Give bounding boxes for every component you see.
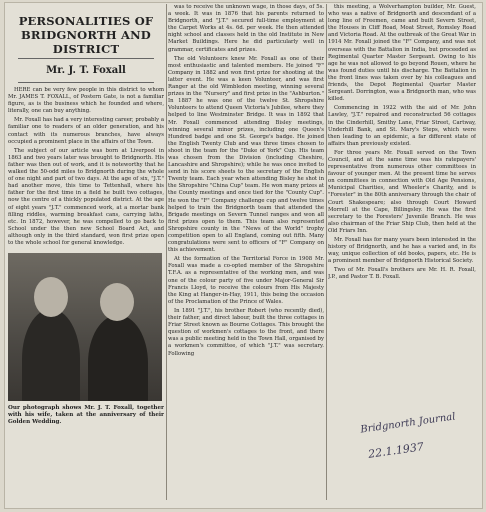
paragraph: Two of Mr. Foxall's brothers are Mr. H. R. Foxall, J.P., and Pastor T. B. Foxall.	[328, 267, 476, 281]
divider	[18, 58, 154, 59]
headline-line-2: BRIDGNORTH AND DISTRICT	[21, 28, 151, 56]
paragraph: Mr. Foxall has for many years been interested in the history of Bridgnorth, and he has a varied and, in its way, unique collection of old books, papers, etc. He is a prominent member of Bridgnorth Historical Society.	[328, 237, 476, 265]
paragraph: In 1891 "J.T.", his brother Robert (who recently died), their father, and direct labour, built the three cottages in Friar Street known as Bourne Cottages. This brought the question of workmen's cottages to the front, and there was a public meeting held in the Town Hall, organised by a workmen's committee, of which "J.T." was secretary. Following	[168, 307, 324, 357]
column-rule	[326, 4, 327, 500]
golden-wedding-photo	[8, 253, 162, 401]
handwritten-date: 22.1.1937	[367, 440, 425, 461]
paragraph: The old Volunteers knew Mr. Foxall as one of their most enthusiastic and talented members. He joined "F" Company in 1882 and won first prize for shooting at the latter event. He was a keen Volunteer, and was first Ranger at the old Wimbledon meeting, winning several prizes in the "Nursery" and first prize in the "Ashburton." In 1887 he was one of the twelve St. Shropshire Volunteers to attend Queen Victoria's Jubilee, where they helped to line Westminster Bridge. It was in 1892 that Mr. Foxall commenced attending Bisley meetings, winning several minor prizes, including one Queen's Hundred badge and one St. George's badge. He joined the English Twenty Club and was three times chosen to shoot in the team for the "Duke of York" Cup. His team was chosen from the Division (including Cheshire, Lancashire and Shropshire); while he was once invited to send in his score sheets to the secretary of the English Twenty team. Each year when attending Bisley he shot in the Shropshire "China Cup" team. He won many prizes at the County meetings and once tied for the "County Cup". He won the "F" Company challenge cup and twelve times helped to train the Bridgnorth team that attended the Brigade meetings on Severn Tunnel ranges and won all first prizes open to them. This team also represented Shropshire county in the "News of the World" trophy competition open to all England, coming out fifth. Many congratulations were sent to officers of "F" Company on this achievement.	[168, 55, 324, 254]
paragraph: HERE can be very few people in this district to whom Mr. JAMES T. FOXALL, of Postern Gate, is not a familiar figure, as is the business which he founded and where, literally, one can buy anything.	[8, 87, 164, 115]
paragraph: At the formation of the Territorial Force in 1908 Mr. Foxall was made a co-opted member of the Shropshire T.F.A. as a representative of the working men, and was one of the colour party of five under Major-General Sir Francis Lloyd, to receive the colours from His Majesty the King at Hanger-in-Hay, 1911, this being the occasion of the Proclamation of the Prince of Wales.	[168, 256, 324, 305]
headline	[8, 14, 164, 56]
column-1	[8, 4, 164, 502]
photo-caption: Our photograph shows Mr. J. T. Foxall, together with his wife, taken at the anniversary of their Golden Wedding.	[8, 405, 164, 426]
column-rule	[166, 4, 167, 500]
paragraph: The subject of our article was born at Liverpool in 1863 and two years later was brought to Bridgnorth. His father was then out of work, and it is noteworthy that he walked the 50-odd miles to Bridgnorth during the whole of one night and part of two days. At the age of six, "J.T." had another move, this time to Tettenhall, where his father for the first time in a field he built two cottages, now the centre of a thickly populated district. At the age of eight years "J.T." commenced work, at a mortar bank filling riddles, warming breakfast cans, carrying laths, etc. In 1872, however, he was compelled to go back to School under the then new School Board Act, and although only in the third standard, won first prize open to the whole school for general knowledge.	[8, 147, 164, 246]
divider	[18, 82, 154, 83]
woman-figure	[88, 315, 148, 401]
man-figure	[22, 309, 80, 401]
byline: Mr. J. T. Foxall	[46, 65, 126, 76]
headline-line-1: PERSONALITIES OF	[18, 14, 154, 28]
paragraph: Commencing in 1922 with the aid of Mr. John Lawley, "J.T." repaired and reconstructed 56 cottages in the Cinderhill, Smithy Lane, Friar Street, Cartway, Underhill Bank, and St. Mary's Steps, which were then leading to an epidemic, a far different state of affairs than previously existed.	[328, 105, 476, 147]
paragraph: Mr. Foxall has had a very interesting career, probably a familiar one to readers of an older generation, and his contact with its numerous branches, have always occupied a prominent place in the affairs of the Town.	[8, 117, 164, 145]
paragraph: was to receive the unknown wage, in those days, of 5s. a week. It was in 1876 that his parents returned to Bridgnorth, and "J.T." secured full-time employment at the Carpet Works at 4s. 6d. per week. He then attended night school and classes held in the old Institute in New Market Buildings. Here he did particularly well in grammar, certificates and prizes.	[168, 4, 324, 53]
man-face	[34, 277, 68, 317]
woman-face	[100, 283, 134, 321]
paragraph: For three years Mr. Foxall served on the Town Council, and at the same time was his ratepayers' representative from numerous other committees in favour of younger men. At the present time he serves on committees in connection with Old Age Pensions, Municipal Charities, and Wheeler's Charity, and is "Forester" in the 80th anniversary through the chair of Court Shakespeare; also through Court Howard Morrell at the Cape, Billingsley. He was the first secretary to the Foresters' Juvenile Branch. He was also chairman of the Friar Ship Club, then held at the Old Friars Inn.	[328, 149, 476, 234]
column-2	[168, 4, 324, 502]
paragraph: this meeting, a Wolverhampton builder, Mr. Guest, who was a native of Bridgnorth and descendant of a long line of Freemen, came and built Severn Street, the Houses in Cliff Road, Moat Street, Romsley Road and Victoria Road. At the outbreak of the Great War in 1914 Mr. Foxall joined the "F" Company, and was not overseas with the Battalion in India, but proceeded as Regimental Quarter Master Sergeant. Owing to his age he was not allowed to go beyond Rouen, where he was found duties until his discharge. The Battalion in the front lines was taken over by his colleagues and friends, the Depot Regimental Quarter Master Sergeant. Dorrington, was a Bridgnorth man, who was killed.	[328, 4, 476, 103]
handwritten-source: Bridgnorth Journal	[359, 411, 457, 436]
